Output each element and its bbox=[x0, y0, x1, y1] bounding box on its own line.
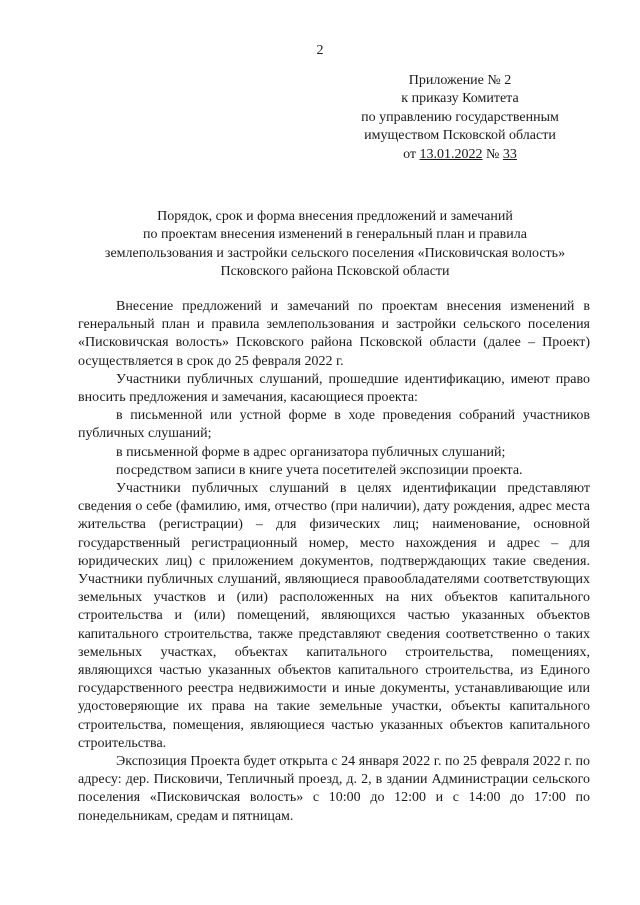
appendix-line-committee: по управлению государственным bbox=[361, 109, 559, 125]
paragraph-participants-rights: Участники публичных слушаний, прошедшие идентификацию, имеют право вносить предложения и замечания, касающиеся проекта: bbox=[78, 371, 590, 406]
appendix-date-line bbox=[340, 146, 580, 164]
heading-line-3: землепользования и застройки сельского поселения «Писковичская волость» bbox=[104, 245, 566, 261]
document-heading bbox=[60, 208, 610, 282]
appendix-title: Приложение № 2 bbox=[408, 73, 512, 88]
appendix-number-prefix: № bbox=[482, 146, 503, 162]
paragraph-deadline: Внесение предложений и замечаний по проектам внесения изменений в генеральный план и правила землепользования и застройки сельского поселения «Писковичская волость» Псковского района Псковской области (далее – Проект) осуществляется в срок до 25 февраля 2022 г. bbox=[78, 299, 590, 369]
paragraph-identification: Участники публичных слушаний в целях идентификации представляют сведения о себе (фамилию, имя, отчество (при наличии), дату рождения, адрес места жительства (регистрации) – для физических лиц; наименование, основной государственный регистрационный номер, место нахождения и адрес – для юридических лиц) с приложением документов, подтверждающих такие сведения. Участники публичных слушаний, являющиеся правообладателями соответствующих земельных участков и (или) расположенных на них объектов капитального строительства и (или) помещений, являющихся частью указанных объектов капитального строительства, также представляют сведения соответственно о таких земельных участках, объектах капитального строительства, помещениях, являющихся частью указанных объектов капитального строительства, из Единого государственного реестра недвижимости и иные документы, устанавливающие или удостоверяющие их права на такие земельные участки, объекты капитального строительства, помещения, являющиеся частью указанных объектов капитального строительства. bbox=[78, 481, 590, 751]
appendix-line-region: имуществом Псковской области bbox=[364, 128, 556, 144]
paragraph-form-book: посредством записи в книге учета посетителей экспозиции проекта. bbox=[116, 462, 523, 478]
paragraph-form-meeting: в письменной или устной форме в ходе проведения собраний участников публичных слушаний; bbox=[78, 408, 590, 442]
heading-line-1: Порядок, срок и форма внесения предложений и замечаний bbox=[157, 209, 513, 224]
paragraph-exposition: Экспозиция Проекта будет открыта с 24 января 2022 г. по 25 февраля 2022 г. по адресу: дер. Писковичи, Тепличный проезд, д. 2, в здании Администрации сельского поселения «Писковичская волость» с 10:00 до 12:00 и с 14:00 до 17:00 по понедельникам, средам и пятницам. bbox=[78, 754, 590, 824]
heading-line-4: Псковского района Псковской области bbox=[220, 264, 450, 280]
appendix-date: 13.01.2022 bbox=[419, 146, 483, 162]
page-number: 2 bbox=[316, 43, 324, 58]
appendix-block bbox=[340, 72, 580, 164]
heading-line-2: по проектам внесения изменений в генеральный план и правила bbox=[143, 227, 527, 243]
appendix-number: 33 bbox=[502, 146, 517, 162]
appendix-line-order: к приказу Комитета bbox=[401, 91, 519, 107]
appendix-date-prefix: от bbox=[403, 146, 420, 162]
paragraph-form-written: в письменной форме в адрес организатора публичных слушаний; bbox=[116, 444, 506, 460]
document-body bbox=[78, 298, 590, 826]
